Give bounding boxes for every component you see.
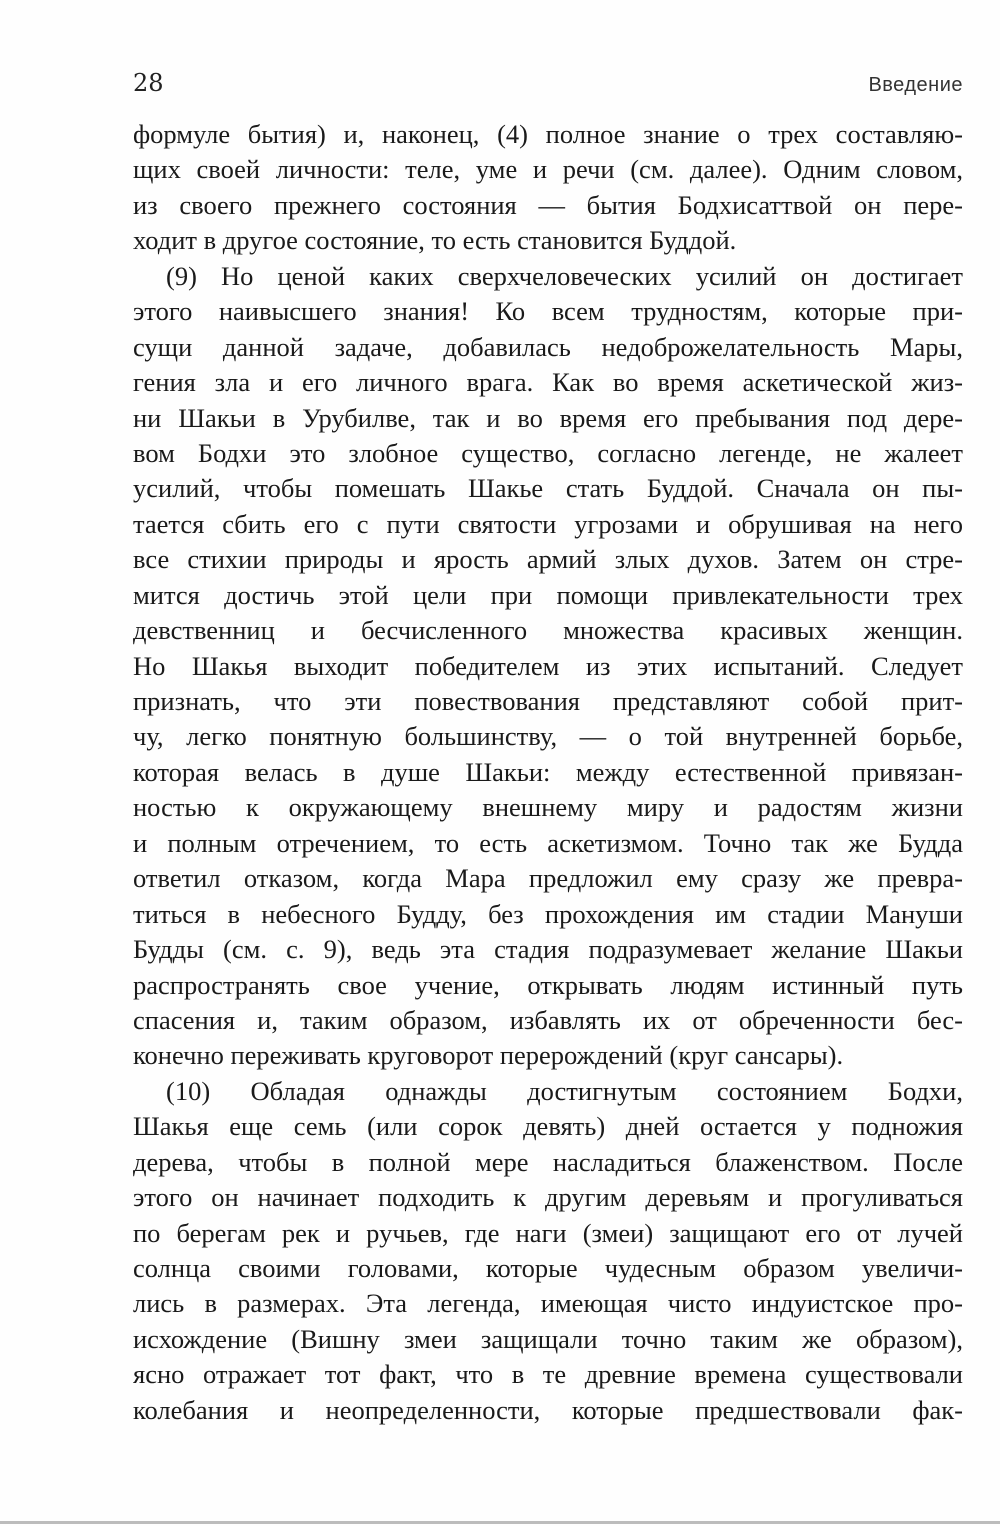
text-line: спасения и, таким образом, избавлять их от обреченности бес- — [133, 1004, 963, 1035]
text-line: (9) Но ценой каких сверхчеловеческих усилий он достигает — [166, 260, 963, 291]
text-line: усилий, чтобы помешать Шакье стать Буддой. Сначала он пы- — [133, 473, 963, 504]
text-line: лись в размерах. Эта легенда, имеющая чисто индуистское про- — [133, 1288, 963, 1319]
text-line: Будды (см. с. 9), ведь эта стадия подразумевает желание Шакьи — [133, 934, 963, 965]
text-line: которая велась в душе Шакьи: между естественной привязан- — [133, 756, 963, 787]
page-number: 28 — [133, 69, 164, 97]
text-line: Но Шакья выходит победителем из этих испытаний. Следует — [133, 650, 963, 681]
text-line: ясно отражает тот факт, что в те древние времена существовали — [133, 1359, 963, 1390]
text-line: вом Бодхи это злобное существо, согласно легенде, не жалеет — [133, 437, 963, 468]
text-line: титься в небесного Будду, без прохождения им стадии Мануши — [133, 898, 963, 929]
text-line: гения зла и его личного врага. Как во время аскетической жиз- — [133, 367, 963, 398]
text-line: этого наивысшего знания! Ко всем трудностям, которые при- — [133, 296, 963, 327]
text-line: тается сбить его с пути святости угрозами и обрушивая на него — [133, 508, 963, 539]
text-line: сущи данной задаче, добавилась недоброжелательность Мары, — [133, 331, 963, 362]
text-line: этого он начинает подходить к другим деревьям и прогуливаться — [133, 1182, 963, 1213]
text-line: конечно переживать круговорот перерождений (круг сансары). — [133, 1040, 844, 1071]
text-line: девственниц и бесчисленного множества красивых женщин. — [133, 615, 963, 646]
text-line: все стихии природы и ярость армий злых духов. Затем он стре- — [133, 544, 963, 575]
page-header — [133, 68, 963, 104]
text-line: колебания и неопределенности, которые предшествовали фак- — [133, 1394, 963, 1425]
running-title: Введение — [868, 74, 963, 96]
text-line: ни Шакьи в Урубилве, так и во время его пребывания под дере- — [133, 402, 963, 433]
text-line: Шакья еще семь (или сорок девять) дней остается у подножия — [133, 1111, 963, 1142]
text-line: и полным отречением, то есть аскетизмом. Точно так же Будда — [133, 827, 963, 858]
text-line: распространять свое учение, открывать людям истинный путь — [133, 969, 963, 1000]
text-line: формуле бытия) и, наконец, (4) полное знание о трех составляю- — [133, 119, 963, 149]
text-line: ответил отказом, когда Мара предложил ему сразу же превра- — [133, 863, 963, 894]
text-line: мится достичь этой цели при помощи привлекательности трех — [133, 579, 963, 610]
text-line: исхождение (Вишну змеи защищали точно таким же образом), — [133, 1323, 963, 1354]
text-line: признать, что эти повествования представляют собой прит- — [133, 686, 963, 716]
text-line: из своего прежнего состояния — бытия Бодхисаттвой он пере- — [133, 189, 963, 220]
text-line: чу, легко понятную большинству, — о той внутренней борьбе, — [133, 721, 963, 752]
text-line: щих своей личности: теле, уме и речи (см. далее). Одним словом, — [133, 154, 963, 185]
text-line: солнца своими головами, которые чудесным образом увеличи- — [133, 1253, 963, 1283]
text-line: дерева, чтобы в полной мере насладиться блаженством. После — [133, 1146, 963, 1177]
page-bottom-edge — [0, 1521, 1000, 1524]
text-line: по берегам рек и ручьев, где наги (змеи) защищают его от лучей — [133, 1217, 963, 1248]
body-text — [133, 117, 963, 1428]
text-line: ностью к окружающему внешнему миру и радостям жизни — [133, 792, 963, 823]
text-line: (10) Обладая однажды достигнутым состоянием Бодхи, — [166, 1075, 963, 1106]
text-line: ходит в другое состояние, то есть становится Буддой. — [133, 225, 737, 256]
